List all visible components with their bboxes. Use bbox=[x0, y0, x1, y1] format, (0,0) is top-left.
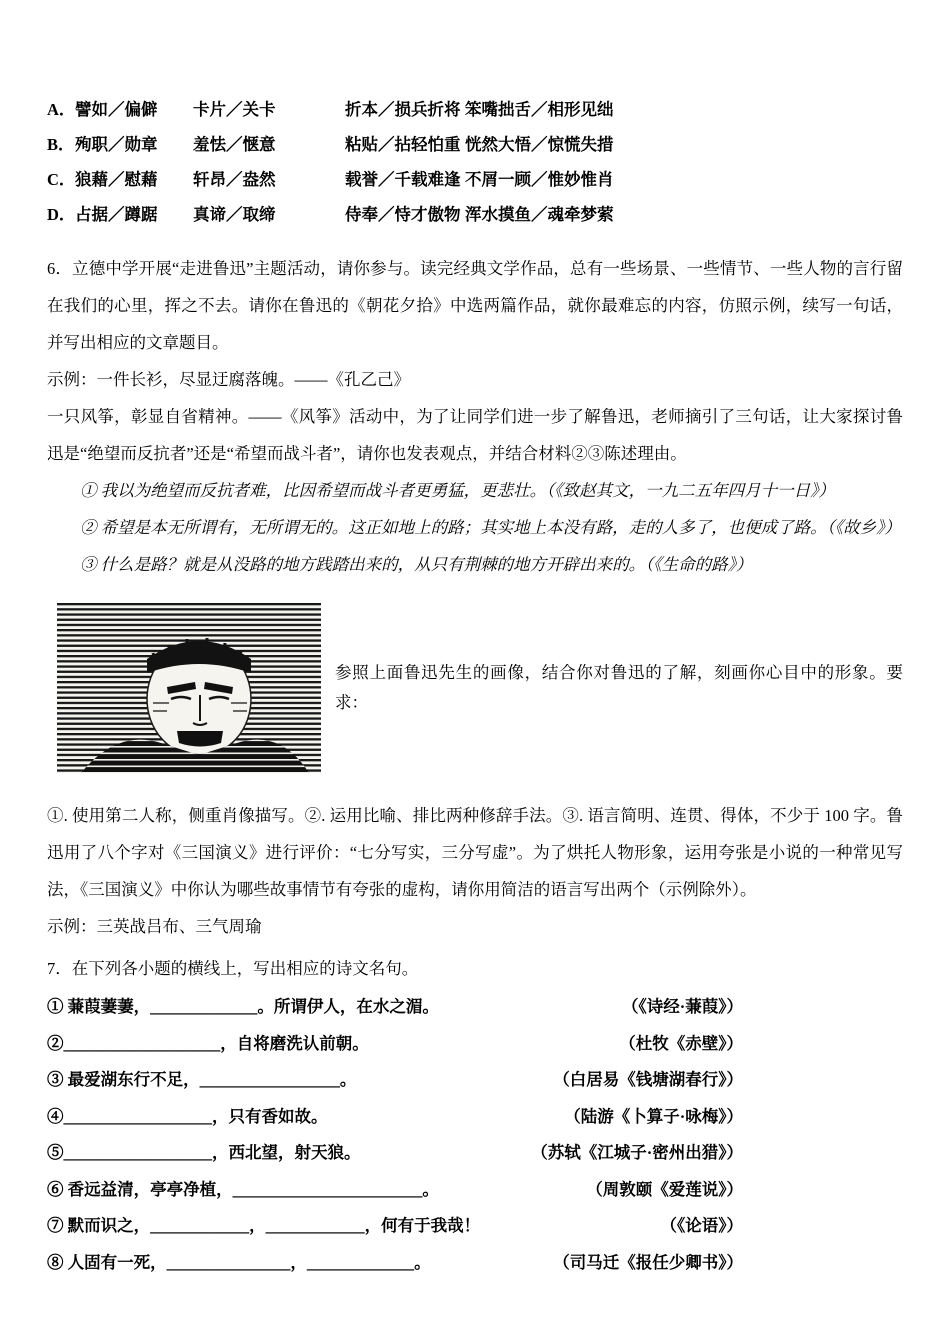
q7-item-text: ⑦ 默而识之，____________，____________，何有于我哉！ bbox=[47, 1216, 481, 1235]
q7-item bbox=[47, 1135, 903, 1172]
question-6 bbox=[47, 250, 903, 945]
option-pair: 浑水摸鱼／魂牵梦萦 bbox=[465, 205, 614, 224]
q7-item-source: （《诗经·蒹葭》） bbox=[621, 997, 743, 1016]
q7-item bbox=[47, 1099, 903, 1136]
option-label: B． bbox=[47, 135, 75, 154]
luxun-woodcut-icon bbox=[57, 603, 321, 773]
option-row-c bbox=[47, 162, 903, 197]
portrait-caption: 参照上面鲁迅先生的画像，结合你对鲁迅的了解，刻画你心目中的形象。要求： bbox=[335, 663, 903, 712]
option-pair: 狼藉／慰藉 bbox=[75, 170, 158, 189]
q7-item bbox=[47, 1062, 903, 1099]
q6-material-2: ② 希望是本无所谓有，无所谓无的。这正如地上的路；其实地上本没有路，走的人多了，也便成了路。（《故乡》） bbox=[80, 518, 901, 537]
q7-item-source: （白居易《钱塘湖春行》） bbox=[553, 1070, 743, 1089]
option-label: C． bbox=[47, 170, 76, 189]
option-pair: 侍奉／恃才傲物 bbox=[345, 205, 461, 224]
option-pair: 粘贴／拈轻怕重 bbox=[345, 135, 461, 154]
q7-item-text: ⑥ 香远益清，亭亭净植，_______________________。 bbox=[47, 1179, 439, 1199]
option-pair: 譬如／偏僻 bbox=[75, 100, 158, 119]
question-7 bbox=[47, 949, 903, 1281]
option-pair: 不屑一顾／惟妙惟肖 bbox=[465, 170, 614, 189]
option-pair: 恍然大悟／惊慌失措 bbox=[465, 135, 614, 154]
luxun-portrait-image bbox=[57, 603, 321, 773]
q6-material-1: ① 我以为绝望而反抗者难，比因希望而战斗者更勇猛，更悲壮。（《致赵其文，一九二五年四月十一日》） bbox=[80, 481, 835, 500]
q7-item bbox=[47, 1026, 903, 1063]
q6-requirements-paragraph: ①. 使用第二人称，侧重肖像描写。②. 运用比喻、排比两种修辞手法。③. 语言简明、连贯、得体，不少于 100 字。鲁迅用了八个字对《三国演义》进行评价：“七分写实，三分写虚”。为了烘托人物形象，运用夸张是小说的一种常见写法，《三国演义》中你认为哪些故事情节有夸张的虚构，请你用简洁的语言写出两个（示例除外）。 bbox=[47, 806, 903, 899]
portrait-figure bbox=[57, 603, 903, 773]
q6-example2-line: 示例：三英战吕布、三气周瑜 bbox=[47, 917, 262, 936]
option-pair: 载誉／千载难逢 bbox=[345, 170, 461, 189]
q7-item-text: ① 蒹葭萋萋，_____________。所谓伊人，在水之湄。 bbox=[47, 997, 439, 1016]
option-pair: 折本／损兵折将 bbox=[345, 100, 461, 119]
q7-item bbox=[47, 1208, 903, 1245]
option-pair: 羞怯／惬意 bbox=[193, 135, 276, 154]
option-label: A． bbox=[47, 100, 76, 119]
option-pair: 占据／蹲踞 bbox=[75, 205, 158, 224]
options-block bbox=[47, 92, 903, 232]
option-row-d bbox=[47, 197, 903, 232]
q7-item-text: ②___________________，自将磨洗认前朝。 bbox=[47, 1033, 369, 1053]
q7-item-source: （陆游《卜算子·咏梅》） bbox=[564, 1106, 743, 1126]
option-row-b bbox=[47, 127, 903, 162]
q7-item bbox=[47, 1245, 903, 1282]
q7-item-source: （司马迁《报任少卿书》） bbox=[553, 1252, 743, 1272]
q7-list bbox=[47, 989, 903, 1281]
q6-kite-paragraph: 一只风筝，彰显自省精神。——《风筝》活动中，为了让同学们进一步了解鲁迅，老师摘引了三句话，让大家探讨鲁迅是“绝望而反抗者”还是“希望而战斗者”，请你也发表观点，并结合材料②③陈述理由。 bbox=[47, 407, 903, 463]
q7-item-source: （周敦颐《爱莲说》） bbox=[586, 1179, 743, 1199]
q7-item-text: ④__________________，只有香如故。 bbox=[47, 1106, 328, 1126]
option-pair: 真谛／取缔 bbox=[193, 205, 276, 224]
option-pair: 殉职／勋章 bbox=[75, 135, 158, 154]
q7-item-source: （苏轼《江城子·密州出猎》） bbox=[531, 1143, 743, 1162]
q7-heading: 7．在下列各小题的横线上，写出相应的诗文名句。 bbox=[47, 959, 419, 978]
option-label: D． bbox=[47, 205, 76, 224]
option-pair: 笨嘴拙舌／相形见绌 bbox=[465, 100, 614, 119]
q7-item-text: ③ 最爱湖东行不足，_________________。 bbox=[47, 1070, 357, 1089]
q6-material-3: ③ 什么是路？就是从没路的地方践踏出来的，从只有荆棘的地方开辟出来的。（《生命的路》） bbox=[80, 555, 753, 574]
option-pair: 轩昂／盎然 bbox=[193, 170, 276, 189]
q6-example-line: 示例：一件长衫，尽显迂腐落魄。——《孔乙己》 bbox=[47, 370, 410, 389]
q7-item-source: （杜牧《赤壁》） bbox=[619, 1033, 743, 1053]
q7-item-source: （《论语》） bbox=[660, 1216, 743, 1235]
q7-item-text: ⑧ 人固有一死，_______________，_____________。 bbox=[47, 1252, 431, 1272]
q6-intro-paragraph: 6．立德中学开展“走进鲁迅”主题活动，请你参与。读完经典文学作品，总有一些场景、一些情节、一些人物的言行留在我们的心里，挥之不去。请你在鲁迅的《朝花夕拾》中选两篇作品，就你最难忘的内容，仿照示例，续写一句话，并写出相应的文章题目。 bbox=[47, 259, 903, 352]
option-pair: 卡片／关卡 bbox=[193, 100, 276, 119]
q7-item bbox=[47, 989, 903, 1026]
q7-item-text: ⑤__________________，西北望，射天狼。 bbox=[47, 1143, 361, 1162]
q7-item bbox=[47, 1172, 903, 1209]
option-row-a bbox=[47, 92, 903, 127]
